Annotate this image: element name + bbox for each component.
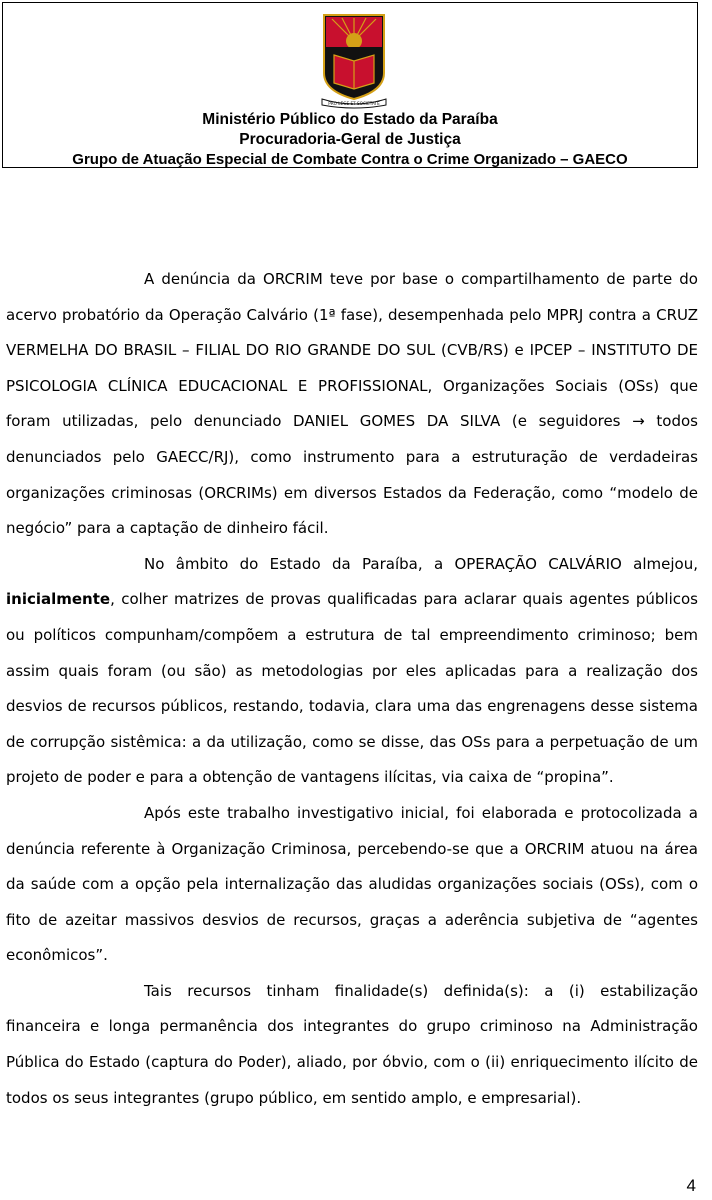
page-number: 4 <box>686 1176 696 1195</box>
seal-motto: PRO LEGE ET SOCIETATE <box>328 101 380 106</box>
mp-seal-icon <box>320 11 388 109</box>
header-office: Procuradoria-Geral de Justiça <box>239 131 461 148</box>
header-box <box>2 2 698 168</box>
header-group: Grupo de Atuação Especial de Combate Contra o Crime Organizado – GAECO <box>72 151 628 168</box>
paragraph-2-bold: inicialmente <box>6 590 111 609</box>
paragraph-3: Após este trabalho investigativo inicial, foi elaborada e protocolizada a denúncia referente à Organização Criminosa, percebendo-se que a ORCRIM atuou na área da saúde com a opção pela internalização das aludidas organizações sociais (OSs), com o fito de azeitar massivos desvios de recursos, graças a aderência subjetiva de “agentes econômicos”. <box>6 803 698 965</box>
paragraph-4: Tais recursos tinham finalidade(s) definida(s): a (i) estabilização financeira e longa permanência dos integrantes do grupo criminoso na Administração Pública do Estado (captura do Poder), aliado, por óbvio, com o (ii) enriquecimento ilícito de todos os seus integrantes (grupo público, em sentido amplo, e empresarial). <box>6 981 698 1107</box>
document-body <box>6 262 698 1116</box>
header-institution: Ministério Público do Estado da Paraíba <box>202 111 498 128</box>
paragraph-2-end: , colher matrizes de provas qualificadas para aclarar quais agentes públicos ou políticos compunham/compõem a estrutura de tal empreendimento criminoso; bem assim quais foram (ou são) as metodologias por eles aplicadas para a realização dos desvios de recursos públicos, restando, todavia, clara uma das engrenagens desse sistema de corrupção sistêmica: a da utilização, como se disse, das OSs para a perpetuação de um projeto de poder e para a obtenção de vantagens ilícitas, via caixa de “propina”. <box>6 590 698 787</box>
paragraph-2-start: No âmbito do Estado da Paraíba, a OPERAÇÃO CALVÁRIO almejou, <box>144 554 698 573</box>
paragraph-2 <box>6 547 698 796</box>
paragraph-1: A denúncia da ORCRIM teve por base o compartilhamento de parte do acervo probatório da Operação Calvário (1ª fase), desempenhada pelo MPRJ contra a CRUZ VERMELHA DO BRASIL – FILIAL DO RIO GRANDE DO SUL (CVB/RS) e IPCEP – INSTITUTO DE PSICOLOGIA CLÍNICA EDUCACIONAL E PROFISSIONAL, Organizações Sociais (OSs) que foram utilizadas, pelo denunciado DANIEL GOMES DA SILVA (e seguidores → todos denunciados pelo GAECC/RJ), como instrumento para a estruturação de verdadeiras organizações criminosas (ORCRIMs) em diversos Estados da Federação, como “modelo de negócio” para a captação de dinheiro fácil. <box>6 270 698 538</box>
